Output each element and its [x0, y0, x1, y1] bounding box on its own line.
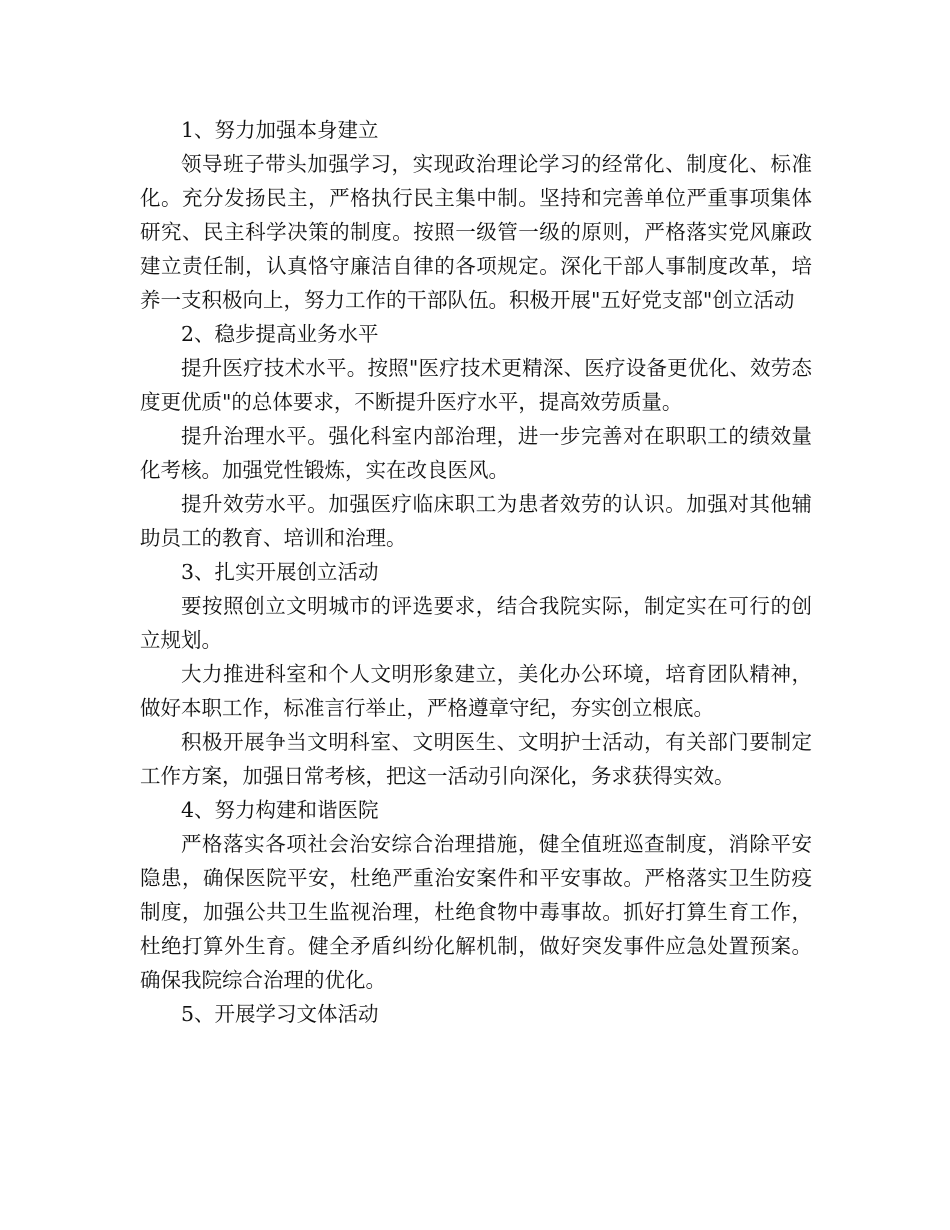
- body-paragraph: 要按照创立文明城市的评选要求，结合我院实际，制定实在可行的创立规划。: [140, 594, 812, 652]
- document-page: [140, 113, 812, 1031]
- body-paragraph: 大力推进科室和个人文明形象建立，美化办公环境，培育团队精神，做好本职工作，标准言行举止，严格遵章守纪，夯实创立根底。: [140, 662, 812, 720]
- body-paragraph: 提升医疗技术水平。按照"医疗技术更精深、医疗设备更优化、效劳态度更优质"的总体要求，不断提升医疗水平，提高效劳质量。: [140, 356, 812, 414]
- section-heading-2: 2、稳步提高业务水平: [181, 322, 379, 346]
- body-paragraph: 提升效劳水平。加强医疗临床职工为患者效劳的认识。加强对其他辅助员工的教育、培训和治理。: [140, 492, 812, 550]
- body-paragraph: 严格落实各项社会治安综合治理措施，健全值班巡查制度，消除平安隐患，确保医院平安，杜绝严重治安案件和平安事故。严格落实卫生防疫制度，加强公共卫生监视治理，杜绝食物中毒事故。抓好打算生育工作，杜绝打算外生育。健全矛盾纠纷化解机制，做好突发事件应急处置预案。确保我院综合治理的优化。: [140, 832, 812, 992]
- body-paragraph: 提升治理水平。强化科室内部治理，进一步完善对在职职工的绩效量化考核。加强党性锻炼，实在改良医风。: [140, 424, 812, 482]
- section-heading-4: 4、努力构建和谐医院: [181, 798, 379, 822]
- body-paragraph: 积极开展争当文明科室、文明医生、文明护士活动，有关部门要制定工作方案，加强日常考核，把这一活动引向深化，务求获得实效。: [140, 730, 812, 788]
- section-heading-5: 5、开展学习文体活动: [181, 1002, 379, 1026]
- body-paragraph: 领导班子带头加强学习，实现政治理论学习的经常化、制度化、标准化。充分发扬民主，严格执行民主集中制。坚持和完善单位严重事项集体研究、民主科学决策的制度。按照一级管一级的原则，严格落实党风廉政建立责任制，认真恪守廉洁自律的各项规定。深化干部人事制度改革，培养一支积极向上，努力工作的干部队伍。积极开展"五好党支部"创立活动: [140, 152, 812, 312]
- section-heading-1: 1、努力加强本身建立: [181, 118, 379, 142]
- section-heading-3: 3、扎实开展创立活动: [181, 560, 379, 584]
